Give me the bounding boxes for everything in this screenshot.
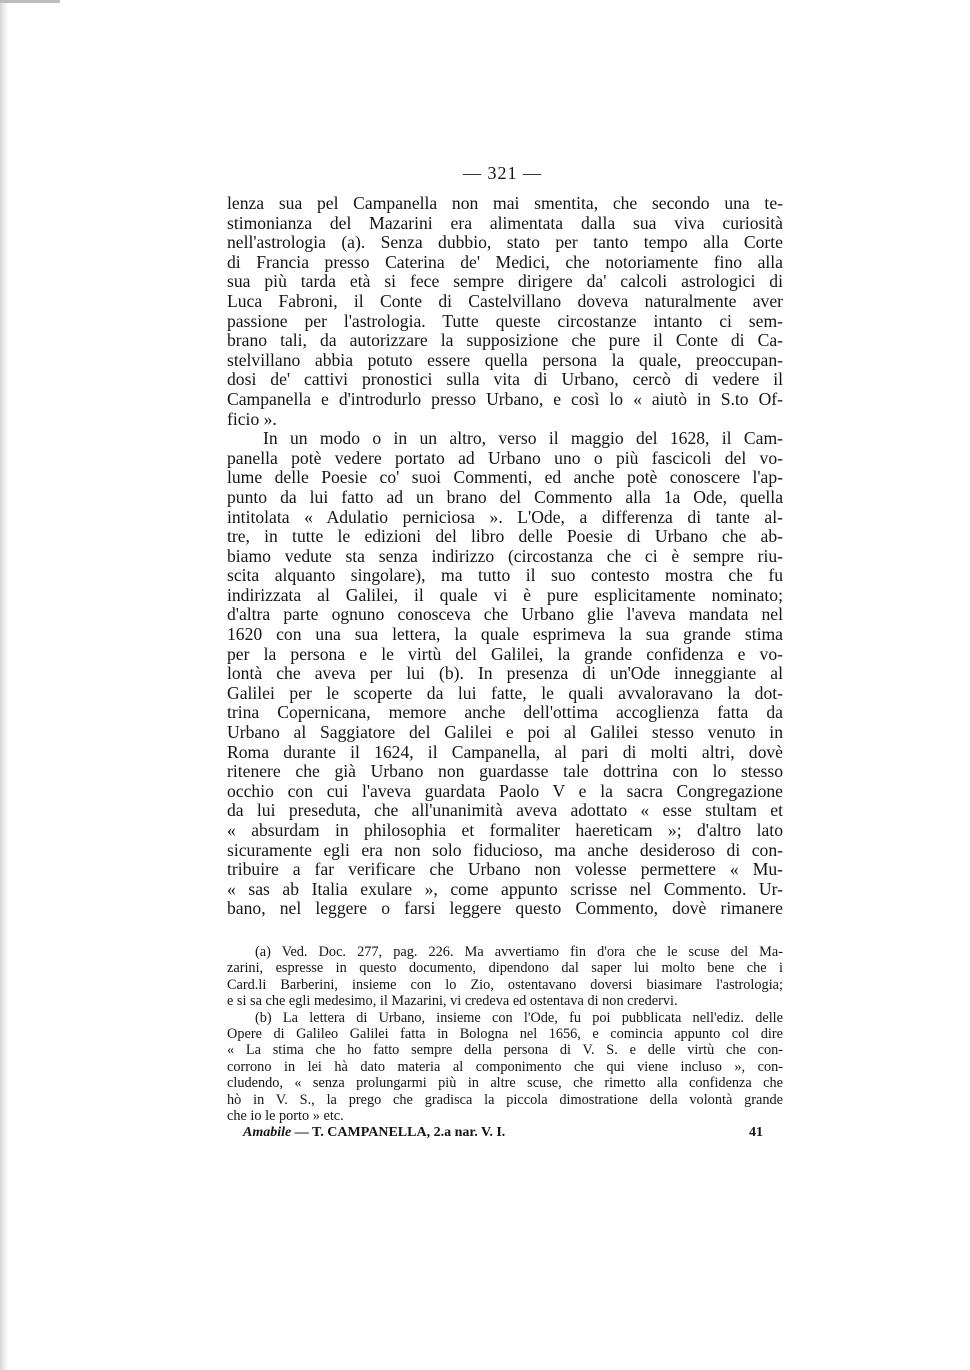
text-line: panella potè vedere portato ad Urbano uno o più fascicoli del vo-	[227, 447, 783, 468]
footnote-line: hò in V. S., la prego che gradisca la piccola dimostratione della volontà grande	[227, 1091, 783, 1108]
footnotes	[227, 944, 783, 1124]
text-line: « sas ab Italia exulare », come appunto scrisse nel Commento. Ur-	[227, 878, 783, 899]
text-line: scita alquanto singolare), ma tutto il suo contesto mostra che fu	[227, 565, 783, 586]
scan-top-mark	[0, 0, 60, 3]
text-line: bano, nel leggere o farsi leggere questo Commento, dovè rimanere	[227, 898, 783, 919]
text-line: da lui preseduta, che all'unanimità aveva adottato « esse stultam et	[227, 800, 783, 821]
text-line: trina Copernicana, memore anche dell'ottima accoglienza fatta da	[227, 702, 783, 723]
text-line: tre, in tutte le edizioni del libro delle Poesie di Urbano che ab-	[227, 526, 783, 547]
text-line: Galilei per le scoperte da lui fatte, le quali avvaloravano la dot-	[227, 682, 783, 703]
text-line: sua più tarda età si fece sempre dirigere da' calcoli astrologici di	[227, 271, 783, 292]
signature-sheet-number: 41	[749, 1125, 763, 1140]
text-line: d'altra parte ognuno conosceva che Urbano glie l'aveva mandata nel	[227, 604, 783, 625]
text-line: per la persona e le virtù del Galilei, la grande confidenza e vo-	[227, 643, 783, 664]
text-line: Luca Fabroni, il Conte di Castelvillano doveva naturalmente aver	[227, 290, 783, 311]
footnote-line: (a) Ved. Doc. 277, pag. 226. Ma avvertiamo fin d'ora che le scuse del Ma-	[255, 944, 783, 960]
text-line: In un modo o in un altro, verso il maggio del 1628, il Cam-	[263, 428, 783, 449]
text-line: brano tali, da autorizzare la supposizione che pure il Conte di Ca-	[227, 330, 783, 351]
text-line: Roma durante il 1624, il Campanella, al pari di molti altri, dovè	[227, 741, 783, 762]
printer-signature	[243, 1125, 763, 1141]
text-line: lume delle Poesie co' suoi Commenti, ed anche potè conoscere l'ap-	[227, 467, 783, 488]
footnote-line: e si sa che egli medesimo, il Mazarini, vi credeva ed ostentava di non credervi.	[227, 993, 678, 1010]
text-line: « absurdam in philosophia et formaliter haereticam »; d'altro lato	[227, 820, 783, 840]
text-line: Urbano al Saggiatore del Galilei e poi al Galilei stesso venuto in	[227, 722, 783, 743]
text-line: di Francia presso Caterina de' Medici, che notoriamente fino alla	[227, 251, 783, 272]
text-line: stelvillano abbia potuto essere quella persona la quale, preoccupan-	[227, 349, 783, 370]
text-line: tribuire a far verificare che Urbano non volesse permettere « Mu-	[227, 859, 783, 880]
signature-author: Amabile	[243, 1125, 292, 1140]
footnote-line: zarini, espresse in questo documento, dipendono dal saper lui molto bene che i	[227, 960, 783, 977]
footnote-line: Opere di Galileo Galilei fatta in Bologna nel 1656, e comincia appunto col dire	[227, 1025, 783, 1042]
footnote-line: cludendo, « senza prolungarmi più in altre scuse, che rimetto alla confidenza che	[227, 1075, 783, 1092]
text-line: ritenere che già Urbano non guardasse tale dottrina con lo stesso	[227, 761, 783, 782]
page-number: — 321 —	[463, 163, 542, 183]
text-line: intitolata « Adulatio perniciosa ». L'Ode, a differenza di tante al-	[227, 506, 783, 527]
text-line: biamo vedute sta senza indirizzo (circostanza che ci è sempre riu-	[227, 545, 783, 566]
text-line: indirizzata al Galilei, il quale vi è pure esplicitamente nominato;	[227, 584, 783, 605]
text-line: sicuramente egli era non solo fiducioso, ma anche desideroso di con-	[227, 839, 783, 860]
main-text	[227, 194, 783, 919]
text-line: occhio con cui l'aveva guardata Paolo V e la sacra Congregazione	[227, 780, 783, 801]
text-line: punto da lui fatto ad un brano del Commento alla 1a Ode, quella	[227, 486, 783, 507]
text-line: lenza sua pel Campanella non mai smentita, che secondo una te-	[227, 193, 783, 213]
footnote-line: Card.li Barberini, insieme con lo Zio, ostentavano doversi biasimare l'astrologia;	[227, 976, 783, 993]
footnote-line: che io le porto » etc.	[227, 1107, 344, 1124]
signature-title: — T. CAMPANELLA, 2.a nar. V. I.	[291, 1125, 506, 1140]
text-line: 1620 con una sua lettera, la quale esprimeva la sua grande stima	[227, 624, 783, 645]
scan-edge-shadow	[0, 0, 9, 1370]
text-line: dosi de' cattivi pronostici sulla vita di Urbano, cercò di vedere il	[227, 369, 783, 390]
footnote-line: corrono in lei hà dato materia al componimento che qui viene incluso », con-	[227, 1058, 783, 1075]
footnote-line: (b) La lettera di Urbano, insieme con l'Ode, fu poi pubblicata nell'ediz. delle	[255, 1009, 783, 1026]
footnote-line: « La stima che ho fatto sempre della persona di V. S. e delle virtù che con-	[227, 1042, 783, 1059]
text-line: Campanella e d'introdurlo presso Urbano, e così lo « aiutò in S.to Of-	[227, 388, 783, 409]
text-line: ficio ».	[227, 408, 277, 429]
text-line: passione per l'astrologia. Tutte queste circostanze intanto ci sem-	[227, 310, 783, 331]
text-line: lontà che aveva per lui (b). In presenza di un'Ode inneggiante al	[227, 663, 783, 684]
text-line: nell'astrologia (a). Senza dubbio, stato per tanto tempo alla Corte	[227, 232, 783, 253]
text-line: stimonianza del Mazarini era alimentata dalla sua viva curiosità	[227, 212, 783, 233]
